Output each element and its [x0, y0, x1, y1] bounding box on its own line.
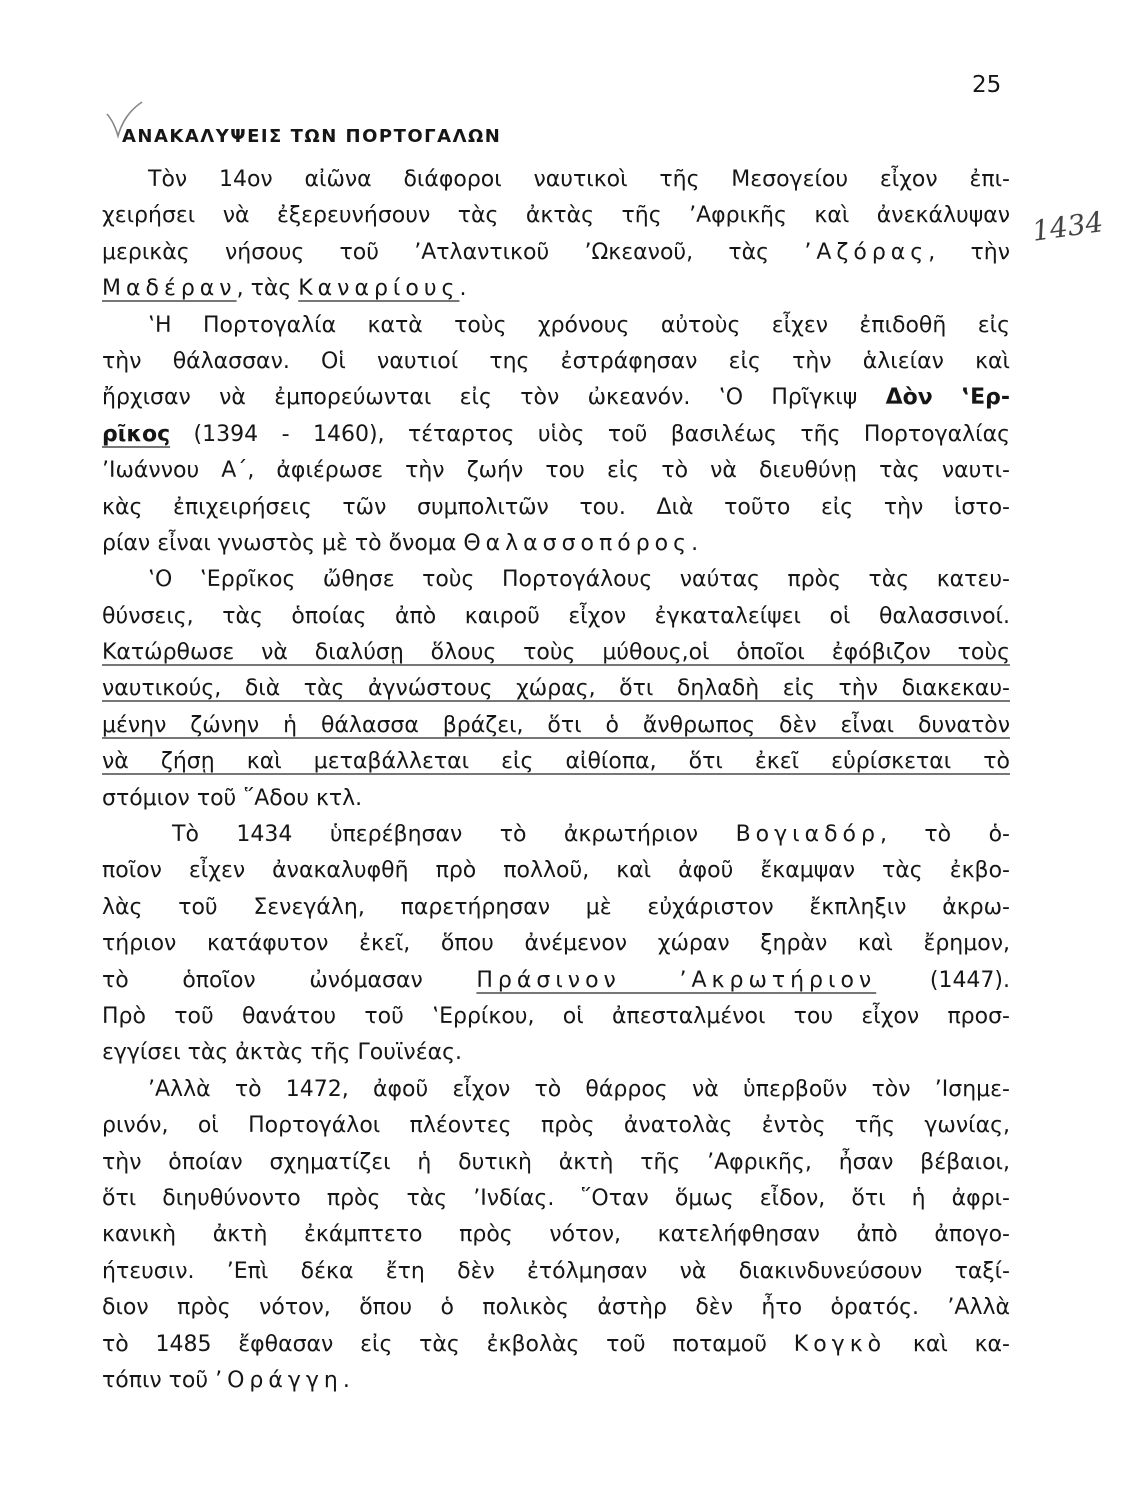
text-line: Τὸ 1434 ὑπερέβησαν τὸ ἀκρωτήριον Βογιαδόρ, τὸ ὁ-	[172, 822, 1010, 848]
text-line: Τὸν 14ον αἰῶνα διάφοροι ναυτικοὶ τῆς Μεσογείου εἶχον ἐπι-	[148, 167, 1010, 192]
text-line: στόμιον τοῦ ῞Αδου κτλ.	[102, 785, 363, 811]
text-line: ‛Ο ‛Ερρῖκος ὤθησε τοὺς Πορτογάλους ναύτας πρὸς τὰς κατευ-	[148, 567, 1010, 593]
text-line: ναυτικούς, διὰ τὰς ἀγνώστους χώρας, ὅτι δηλαδὴ εἰς τὴν διακεκαυ-	[102, 676, 1010, 702]
text-line: ρινόν, οἱ Πορτογάλοι πλέοντες πρὸς ἀνατολὰς ἐντὸς τῆς γωνίας,	[102, 1113, 1010, 1139]
bold-name: Δὸν ‛Ερ-	[885, 385, 1010, 411]
spaced-term: Βογιαδόρ	[735, 822, 880, 848]
handwritten-margin-note: 1434	[1030, 205, 1106, 248]
text-line: εγγίσει τὰς ἀκτὰς τῆς Γουϊνέας.	[102, 1040, 462, 1066]
spaced-term: Μαδέραν	[102, 276, 237, 302]
chapter-heading: ΑΝΑΚΑΛΥΨΕΙΣ ΤΩΝ ΠΟΡΤΟΓΑΛΩΝ	[122, 126, 502, 147]
text-line: τὴν ὁποίαν σχηματίζει ἡ δυτικὴ ἀκτὴ τῆς ’Αφρικῆς, ἦσαν βέβαιοι,	[102, 1149, 1010, 1175]
spaced-term: Κογκὸ	[793, 1331, 887, 1357]
text-line: νὰ ζήσῃ καὶ μεταβάλλεται εἰς αἰθίοπα, ὅτι ἐκεῖ εὑρίσκεται τὸ	[102, 749, 1010, 775]
text-line: ’Ιωάννου Α΄, ἀφιέρωσε τὴν ζωήν του εἰς τὸ νὰ διευθύνῃ τὰς ναυτι-	[102, 458, 1010, 484]
text-line: μερικὰς νήσους τοῦ ’Ατλαντικοῦ ’Ωκεανοῦ, τὰς ’Αζόρας, τὴν	[102, 239, 1010, 265]
text-line: ρῖκος (1394 - 1460), τέταρτος υἱὸς τοῦ βασιλέως τῆς Πορτογαλίας	[102, 421, 1010, 447]
text-line: λὰς τοῦ Σενεγάλη, παρετήρησαν μὲ εὐχάριστον ἔκπληξιν ἀκρω-	[102, 894, 1010, 920]
spaced-term: ’Αζόρας	[804, 239, 929, 265]
text-line: Μαδέραν, τὰς Καναρίους.	[102, 276, 467, 302]
text-line: διον πρὸς νότον, ὅπου ὁ πολικὸς ἀστὴρ δὲν ἦτο ὁρατός. ’Αλλὰ	[102, 1295, 1010, 1321]
text-line: τήριον κατάφυτον ἐκεῖ, ὅπου ἀνέμενον χώραν ξηρὰν καὶ ἔρημον,	[102, 931, 1010, 957]
text-line: ήτευσιν. ’Επὶ δέκα ἔτη δὲν ἐτόλμησαν νὰ διακινδυνεύσουν ταξί-	[102, 1258, 1010, 1284]
text-line: κὰς ἐπιχειρήσεις τῶν συμπολιτῶν του. Διὰ τοῦτο εἰς τὴν ἱστο-	[102, 494, 1010, 520]
body-text	[102, 162, 1010, 1399]
text-line: τόπιν τοῦ ’Οράγγη.	[102, 1367, 350, 1393]
text-line: θύνσεις, τὰς ὁποίας ἀπὸ καιροῦ εἶχον ἐγκαταλείψει οἱ θαλασσινοί.	[102, 603, 1010, 629]
text-line: μένην ζώνην ἡ θάλασσα βράζει, ὅτι ὁ ἄνθρωπος δὲν εἶναι δυνατὸν	[102, 712, 1010, 738]
bold-name: ρῖκος	[102, 421, 171, 447]
text-line: ‛Η Πορτογαλία κατὰ τοὺς χρόνους αὐτοὺς εἶχεν ἐπιδοθῆ εἰς	[148, 312, 1010, 338]
text-line: Κατώρθωσε νὰ διαλύσῃ ὅλους τοὺς μύθους,οἱ ὁποῖοι ἐφόβιζον τοὺς	[102, 640, 1010, 666]
spaced-term: Καναρίους	[298, 276, 460, 302]
text-line: τὸ 1485 ἔφθασαν εἰς τὰς ἐκβολὰς τοῦ ποταμοῦ Κογκὸ καὶ κα-	[102, 1331, 1010, 1357]
spaced-term: ’Οράγγη	[215, 1367, 343, 1393]
text-line: χειρήσει νὰ ἐξερευνήσουν τὰς ἀκτὰς τῆς ’Αφρικῆς καὶ ἀνεκάλυψαν	[102, 203, 1010, 229]
text-line: ’Αλλὰ τὸ 1472, ἀφοῦ εἶχον τὸ θάρρος νὰ ὑπερβοῦν τὸν ’Ισημε-	[148, 1076, 1010, 1102]
text-line: τὸ ὁποῖον ὠνόμασαν Πράσινον ’Ακρωτήριον (1447).	[102, 967, 1011, 993]
spaced-term: Θαλασσοπόρος	[463, 530, 692, 556]
text-line: κανικὴ ἀκτὴ ἐκάμπτετο πρὸς νότον, κατελήφθησαν ἀπὸ ἀπογο-	[102, 1222, 1010, 1248]
page-number: 25	[972, 72, 1002, 98]
text-line: τὴν θάλασσαν. Οἱ ναυτιοί της ἐστράφησαν εἰς τὴν ἁλιείαν καὶ	[102, 348, 1010, 374]
text-line: ἤρχισαν νὰ ἐμπορεύωνται εἰς τὸν ὠκεανόν. ‛Ο Πρῖγκιψ Δὸν ‛Ερ-	[102, 385, 1010, 411]
text-line: ὅτι διηυθύνοντο πρὸς τὰς ’Ινδίας. ῞Οταν ὅμως εἶδον, ὅτι ἡ ἀφρι-	[102, 1185, 1010, 1211]
spaced-term: Πράσινον ’Ακρωτήριον	[476, 967, 877, 993]
text-line: ρίαν εἶναι γνωστὸς μὲ τὸ ὄνομα Θαλασσοπόρος.	[102, 530, 699, 556]
text-line: Πρὸ τοῦ θανάτου τοῦ ‛Ερρίκου, οἱ ἀπεσταλμένοι του εἶχον προσ-	[102, 1003, 1010, 1029]
text-line: ποῖον εἶχεν ἀνακαλυφθῆ πρὸ πολλοῦ, καὶ ἀφοῦ ἔκαμψαν τὰς ἐκβο-	[102, 858, 1010, 884]
